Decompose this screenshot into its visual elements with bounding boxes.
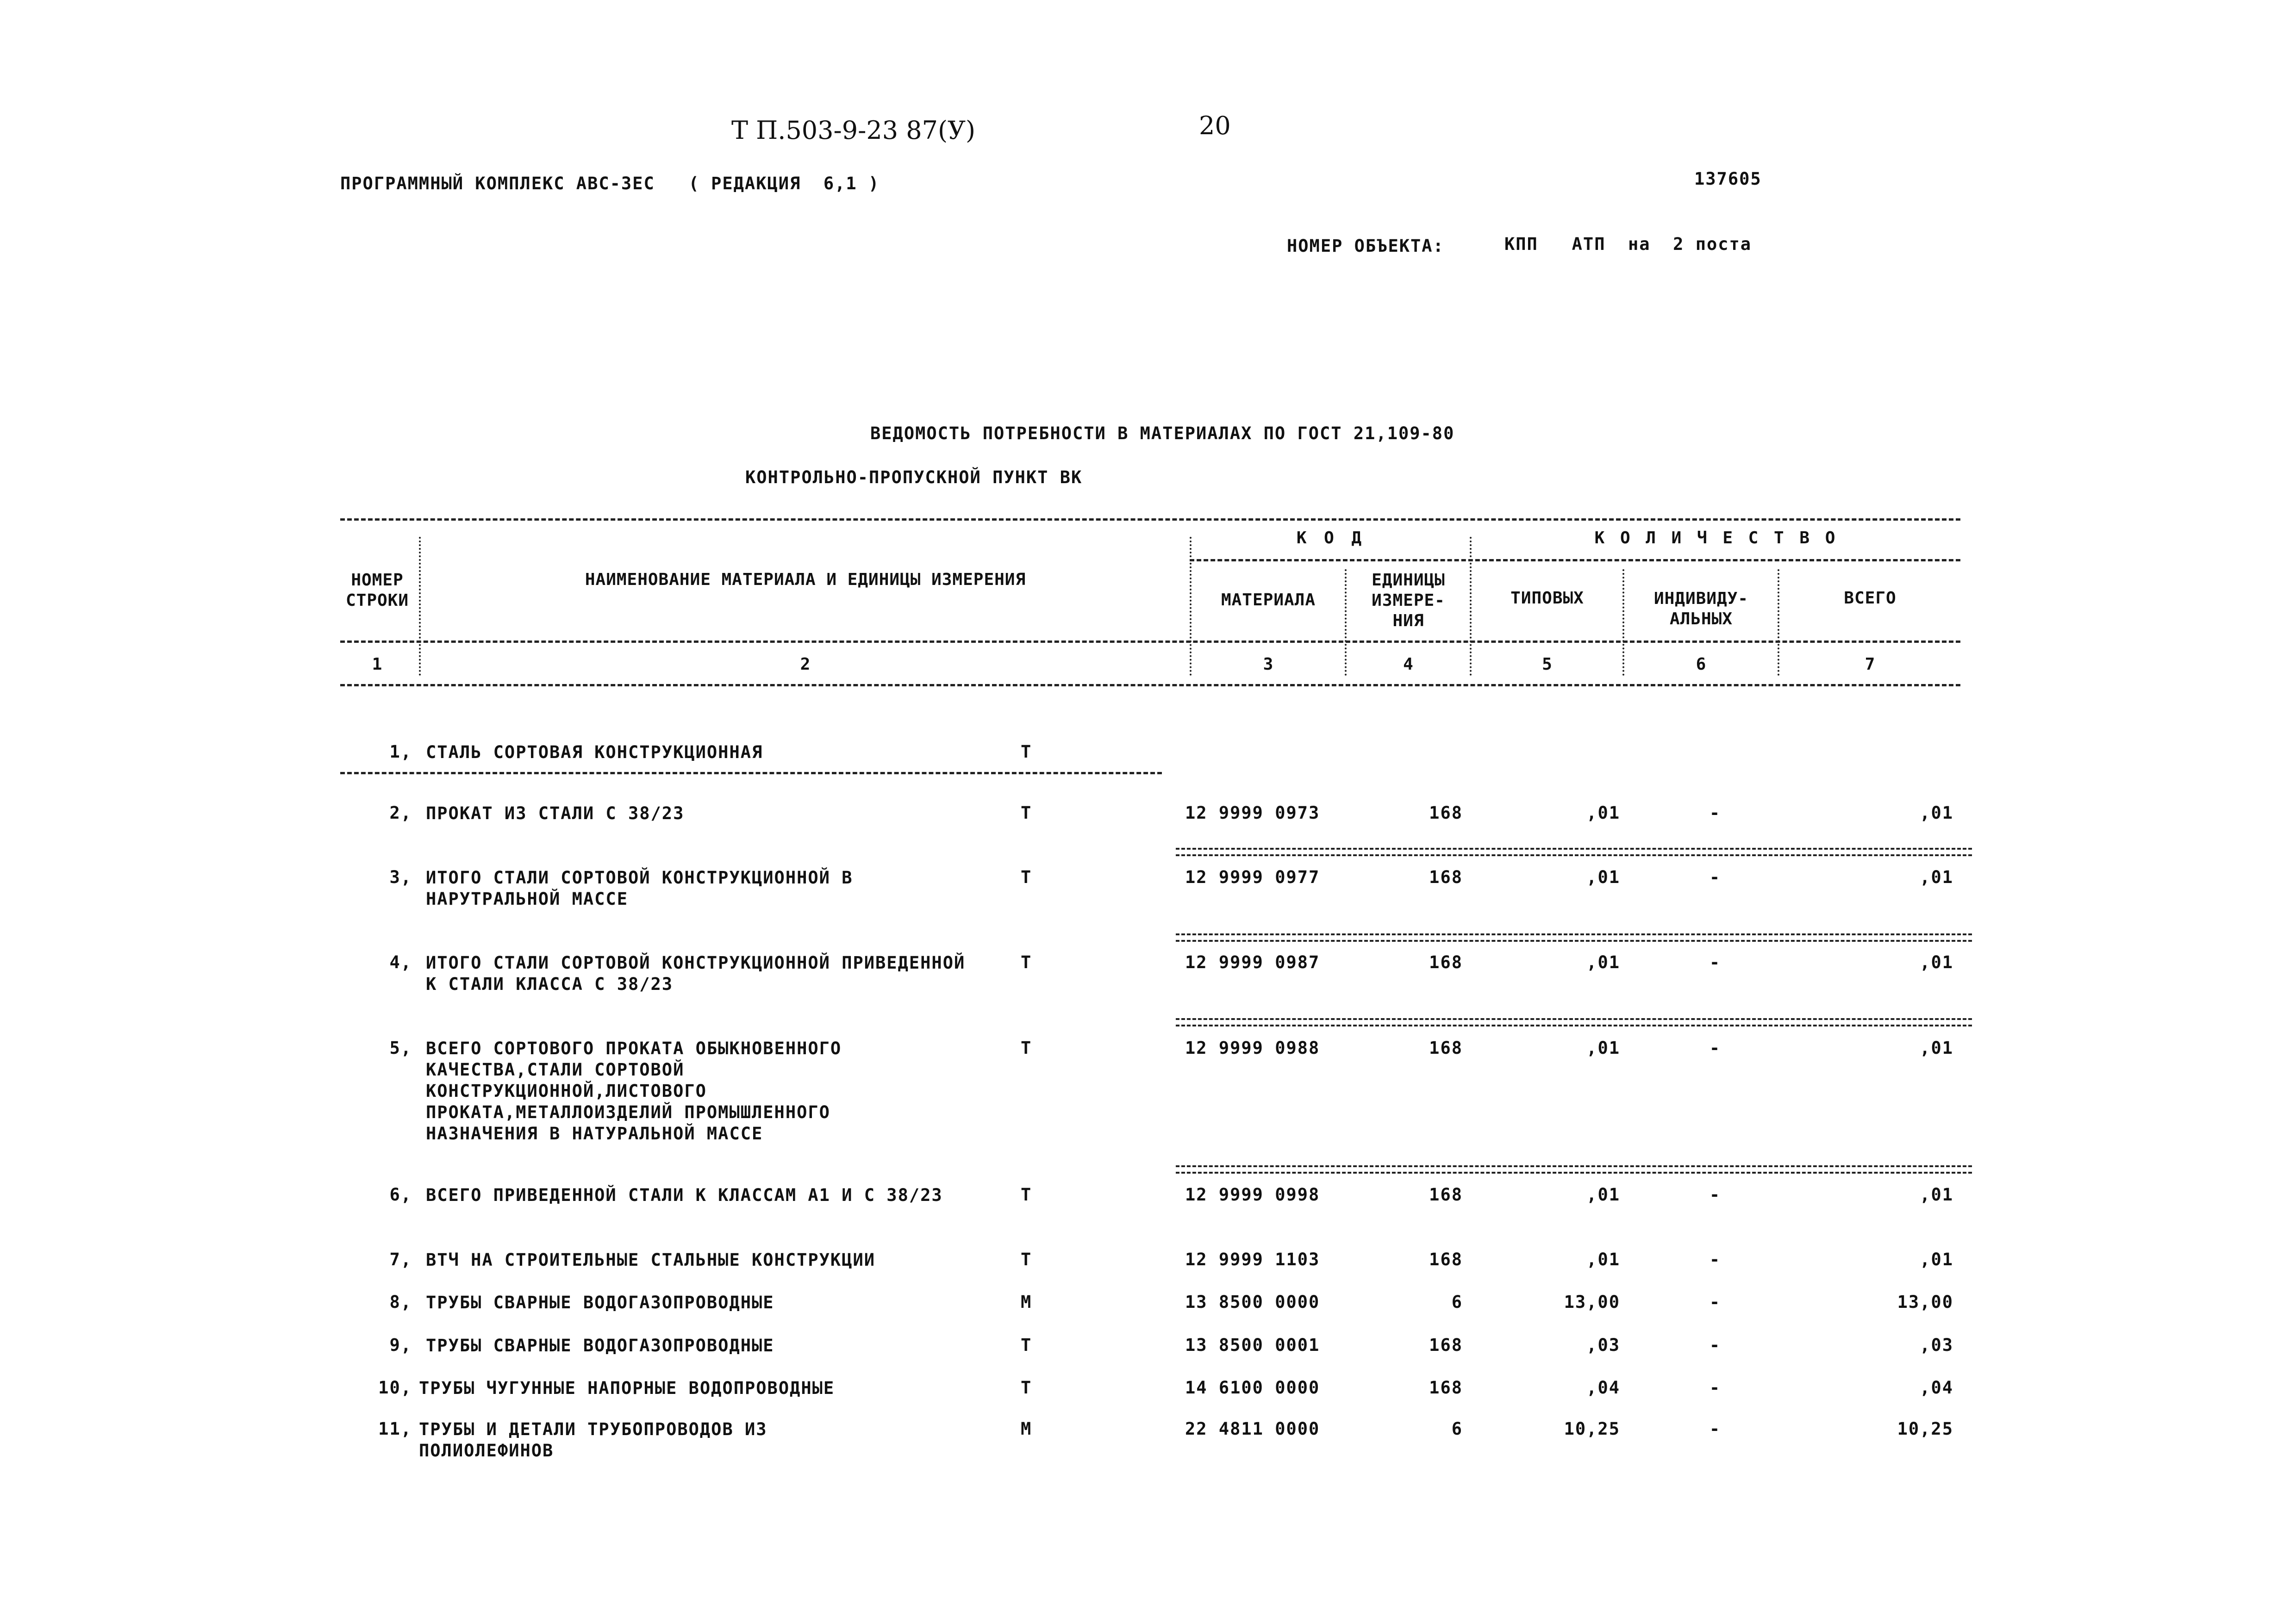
col-separator <box>1470 537 1472 676</box>
material-name: ТРУБЫ И ДЕТАЛИ ТРУБОПРОВОДОВ ИЗ ПОЛИОЛЕФИНОВ <box>419 1419 767 1461</box>
row-separator-double <box>1176 933 1972 942</box>
row-number: 9, <box>389 1335 412 1355</box>
unit-code: 6 <box>1451 1292 1463 1312</box>
unit-code: 168 <box>1429 1378 1463 1398</box>
total-quantity: ,01 <box>1920 1250 1953 1269</box>
unit-of-measure: М <box>1021 1419 1032 1439</box>
col-group-code: К О Д <box>1296 529 1366 547</box>
col-number-3: 3 <box>1263 655 1274 674</box>
page-title: ВЕДОМОСТЬ ПОТРЕБНОСТИ В МАТЕРИАЛАХ ПО ГОСТ 21,109-80 <box>870 423 1455 443</box>
col-number-1: 1 <box>372 655 383 674</box>
material-name: ИТОГО СТАЛИ СОРТОВОЙ КОНСТРУКЦИОННОЙ В НАРУТРАЛЬНОЙ МАССЕ <box>426 868 853 909</box>
typical-quantity: ,04 <box>1586 1378 1620 1398</box>
typical-quantity: ,01 <box>1586 1185 1620 1205</box>
total-quantity: 13,00 <box>1897 1292 1953 1312</box>
typical-quantity: ,01 <box>1586 803 1620 823</box>
row-number: 3, <box>389 867 412 887</box>
material-name: ВТЧ НА СТРОИТЕЛЬНЫЕ СТАЛЬНЫЕ КОНСТРУКЦИИ <box>426 1250 876 1270</box>
material-name: ВСЕГО ПРИВЕДЕННОЙ СТАЛИ К КЛАССАМ А1 И С 38/23 <box>426 1185 943 1205</box>
unit-of-measure: Т <box>1021 1185 1032 1205</box>
unit-of-measure: Т <box>1021 803 1032 823</box>
col-number-6: 6 <box>1696 655 1707 674</box>
unit-code: 168 <box>1429 867 1463 887</box>
individual-quantity: - <box>1709 1185 1721 1205</box>
col-separator <box>1622 569 1624 676</box>
col-separator <box>1190 537 1192 676</box>
unit-of-measure: М <box>1021 1292 1032 1312</box>
total-quantity: ,01 <box>1920 1185 1953 1205</box>
material-code: 12 9999 0973 <box>1185 803 1320 823</box>
col-number-5: 5 <box>1542 655 1553 674</box>
col-header-name: НАИМЕНОВАНИЕ МАТЕРИАЛА И ЕДИНИЦЫ ИЗМЕРЕНИЯ <box>585 570 1026 589</box>
individual-quantity: - <box>1709 1250 1721 1269</box>
unit-of-measure: Т <box>1021 867 1032 887</box>
total-quantity: ,01 <box>1920 1038 1953 1058</box>
header-mid-rule <box>340 640 1960 643</box>
individual-quantity: - <box>1709 1038 1721 1058</box>
total-quantity: ,01 <box>1920 952 1953 972</box>
typical-quantity: ,01 <box>1586 1250 1620 1269</box>
material-code: 12 9999 0977 <box>1185 867 1320 887</box>
header-bottom-rule <box>340 684 1960 686</box>
row-number: 7, <box>389 1250 412 1269</box>
document-id: 137605 <box>1694 169 1762 189</box>
total-quantity: ,01 <box>1920 803 1953 823</box>
col-header-individual: ИНДИВИДУ- АЛЬНЫХ <box>1653 589 1749 628</box>
row-number: 8, <box>389 1292 412 1312</box>
total-quantity: ,01 <box>1920 867 1953 887</box>
material-code: 14 6100 0000 <box>1185 1378 1320 1398</box>
typical-quantity: 13,00 <box>1564 1292 1620 1312</box>
unit-code: 168 <box>1429 952 1463 972</box>
total-quantity: 10,25 <box>1897 1419 1953 1439</box>
individual-quantity: - <box>1709 1335 1721 1355</box>
row-number: 4, <box>389 952 412 972</box>
unit-of-measure: Т <box>1021 1250 1032 1269</box>
object-label: НОМЕР ОБЪЕКТА: <box>1287 236 1444 256</box>
unit-of-measure: Т <box>1021 1335 1032 1355</box>
typical-quantity: 10,25 <box>1564 1419 1620 1439</box>
col-separator <box>419 537 421 676</box>
material-code: 12 9999 0988 <box>1185 1038 1320 1058</box>
individual-quantity: - <box>1709 952 1721 972</box>
unit-code: 168 <box>1429 1335 1463 1355</box>
total-quantity: ,03 <box>1920 1335 1953 1355</box>
individual-quantity: - <box>1709 803 1721 823</box>
row-number: 6, <box>389 1185 412 1205</box>
col-number-7: 7 <box>1865 655 1876 674</box>
object-value: КПП АТП на 2 поста <box>1504 234 1752 254</box>
col-header-total: ВСЕГО <box>1844 589 1897 608</box>
material-code: 22 4811 0000 <box>1185 1419 1320 1439</box>
col-header-typical: ТИПОВЫХ <box>1510 589 1584 608</box>
material-name: ТРУБЫ ЧУГУННЫЕ НАПОРНЫЕ ВОДОПРОВОДНЫЕ <box>419 1378 835 1398</box>
row-number: 1, <box>389 742 412 762</box>
row-number: 10, <box>378 1378 412 1398</box>
unit-of-measure: Т <box>1021 742 1032 762</box>
individual-quantity: - <box>1709 1292 1721 1312</box>
row-separator <box>340 772 1162 774</box>
row-number: 2, <box>389 803 412 823</box>
row-separator-double <box>1176 1018 1972 1026</box>
typical-quantity: ,01 <box>1586 867 1620 887</box>
unit-code: 168 <box>1429 803 1463 823</box>
unit-code: 6 <box>1451 1419 1463 1439</box>
row-separator-double <box>1176 1165 1972 1174</box>
material-name: ПРОКАТ ИЗ СТАЛИ С 38/23 <box>426 803 685 823</box>
material-name: ВСЕГО СОРТОВОГО ПРОКАТА ОБЫКНОВЕННОГО КАЧЕСТВА,СТАЛИ СОРТОВОЙ КОНСТРУКЦИОННОЙ,ЛИСТОВОГО ПРОКАТА,МЕТАЛЛОИЗДЕЛИЙ ПРОМЫШЛЕННОГО НАЗНАЧЕНИЯ В НАТУРАЛЬНОЙ МАССЕ <box>426 1038 842 1144</box>
individual-quantity: - <box>1709 1419 1721 1439</box>
material-code: 12 9999 0987 <box>1185 952 1320 972</box>
unit-code: 168 <box>1429 1185 1463 1205</box>
col-header-row-number: НОМЕР СТРОКИ <box>345 571 409 610</box>
col-number-4: 4 <box>1403 655 1414 674</box>
material-code: 12 9999 1103 <box>1185 1250 1320 1269</box>
header-top-rule <box>340 518 1960 521</box>
document-code: Т П.503-9-23 87(У) <box>731 116 976 145</box>
individual-quantity: - <box>1709 867 1721 887</box>
material-code: 12 9999 0998 <box>1185 1185 1320 1205</box>
col-number-2: 2 <box>800 655 811 674</box>
col-separator <box>1345 569 1347 676</box>
unit-of-measure: Т <box>1021 1038 1032 1058</box>
unit-of-measure: Т <box>1021 1378 1032 1398</box>
material-name: ИТОГО СТАЛИ СОРТОВОЙ КОНСТРУКЦИОННОЙ ПРИВЕДЕННОЙ К СТАЛИ КЛАССА С 38/23 <box>426 953 966 994</box>
col-header-material-code: МАТЕРИАЛА <box>1221 591 1316 609</box>
total-quantity: ,04 <box>1920 1378 1953 1398</box>
unit-code: 168 <box>1429 1250 1463 1269</box>
row-number: 11, <box>378 1419 412 1439</box>
col-separator <box>1778 569 1779 676</box>
material-name: СТАЛЬ СОРТОВАЯ КОНСТРУКЦИОННАЯ <box>426 742 763 762</box>
col-group-quantity: К О Л И Ч Е С Т В О <box>1594 529 1838 547</box>
material-code: 13 8500 0001 <box>1185 1335 1320 1355</box>
page-number: 20 <box>1199 111 1231 140</box>
typical-quantity: ,03 <box>1586 1335 1620 1355</box>
header-group-rule <box>1190 559 1960 561</box>
material-code: 13 8500 0000 <box>1185 1292 1320 1312</box>
unit-code: 168 <box>1429 1038 1463 1058</box>
col-header-unit-code: ЕДИНИЦЫ ИЗМЕРЕ- НИЯ <box>1372 571 1445 630</box>
program-line: ПРОГРАММНЫЙ КОМПЛЕКС АВС-3ЕС ( РЕДАКЦИЯ 6,1 ) <box>340 174 880 193</box>
individual-quantity: - <box>1709 1378 1721 1398</box>
row-number: 5, <box>389 1038 412 1058</box>
page-subtitle: КОНТРОЛЬНО-ПРОПУСКНОЙ ПУНКТ ВК <box>745 467 1083 487</box>
unit-of-measure: Т <box>1021 952 1032 972</box>
row-separator-double <box>1176 848 1972 856</box>
typical-quantity: ,01 <box>1586 952 1620 972</box>
typical-quantity: ,01 <box>1586 1038 1620 1058</box>
material-name: ТРУБЫ СВАРНЫЕ ВОДОГАЗОПРОВОДНЫЕ <box>426 1336 774 1356</box>
material-name: ТРУБЫ СВАРНЫЕ ВОДОГАЗОПРОВОДНЫЕ <box>426 1293 774 1312</box>
